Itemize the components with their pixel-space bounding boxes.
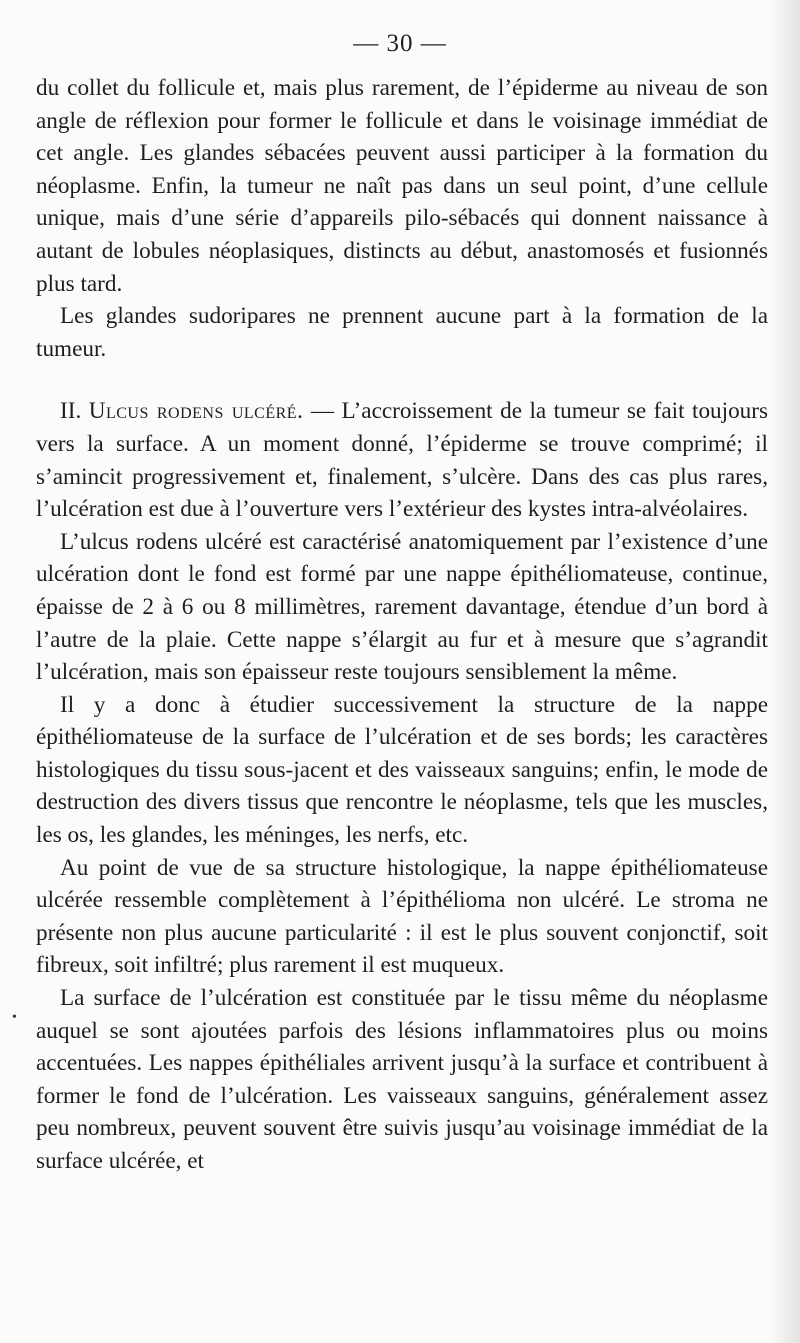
page-number: — 30 —	[353, 30, 447, 57]
section-title: Ulcus rodens ulcéré.	[88, 398, 304, 425]
section-number: II.	[60, 398, 82, 425]
paragraph-1: du collet du follicule et, mais plus rarement, de l’épiderme au niveau de son angle de réflexion pour former le follicule et dans le voisinage immédiat de cet angle. Les glandes sébacées peuvent aussi participer à la formation du néoplasme. Enfin, la tumeur ne naît pas dans un seul point, d’une cellule unique, mais d’une série d’appareils pilo-sébacés qui donnent naissance à autant de lobules néoplasiques, distincts au début, anastomosés et fusionnés plus tard.	[36, 75, 768, 297]
body-text	[36, 72, 768, 1178]
paragraph-3-section-heading	[36, 395, 768, 525]
section-gap	[36, 365, 768, 395]
paragraph-3-text: — L’accroissement de la tumeur se fait toujours vers la surface. A un moment donné, l’épiderme se trouve comprimé; il s’amincit progressivement et, finalement, s’ulcère. Dans des cas plus rares, l’ulcération est due à l’ouverture vers l’extérieur des kystes intra-alvéolaires.	[36, 398, 769, 523]
paragraph-6: Au point de vue de sa structure histologique, la nappe épithéliomateuse ulcérée ressemble complètement à l’épithélioma non ulcéré. Le stroma ne présente non plus aucune particularité : il est le plus souvent conjonctif, soit fibreux, soit infiltré; plus rarement il est muqueux.	[36, 854, 768, 979]
paragraph-5: Il y a donc à étudier successivement la structure de la nappe épithéliomateuse de la surface de l’ulcération et de ses bords; les caractères histologiques du tissu sous-jacent et des vaisseaux sanguins; enfin, le mode de destruction des divers tissus que rencontre le néoplasme, tels que les muscles, les os, les glandes, les méninges, les nerfs, etc.	[36, 691, 768, 849]
paragraph-2: Les glandes sudoripares ne prennent aucune part à la formation de la tumeur.	[36, 303, 768, 362]
paragraph-7: La surface de l’ulcération est constituée par le tissu même du néoplasme auquel se sont ajoutées parfois des lésions inflammatoires plus ou moins accentuées. Les nappes épithéliales arrivent jusqu’à la surface et contribuent à former le fond de l’ulcération. Les vaisseaux sanguins, généralement assez peu nombreux, peuvent souvent être suivis jusqu’au voisinage immédiat de la surface ulcérée, et	[36, 985, 768, 1174]
paragraph-4: L’ulcus rodens ulcéré est caractérisé anatomiquement par l’existence d’une ulcération dont le fond est formé par une nappe épithéliomateuse, continue, épaisse de 2 à 6 ou 8 millimètres, rarement davantage, étendue d’un bord à l’autre de la plaie. Cette nappe s’élargit au fur et à mesure que s’agrandit l’ulcération, mais son épaisseur reste toujours sensiblement la même.	[36, 528, 768, 686]
margin-mark: •	[12, 1010, 17, 1025]
page-edge-shadow	[770, 0, 800, 1343]
